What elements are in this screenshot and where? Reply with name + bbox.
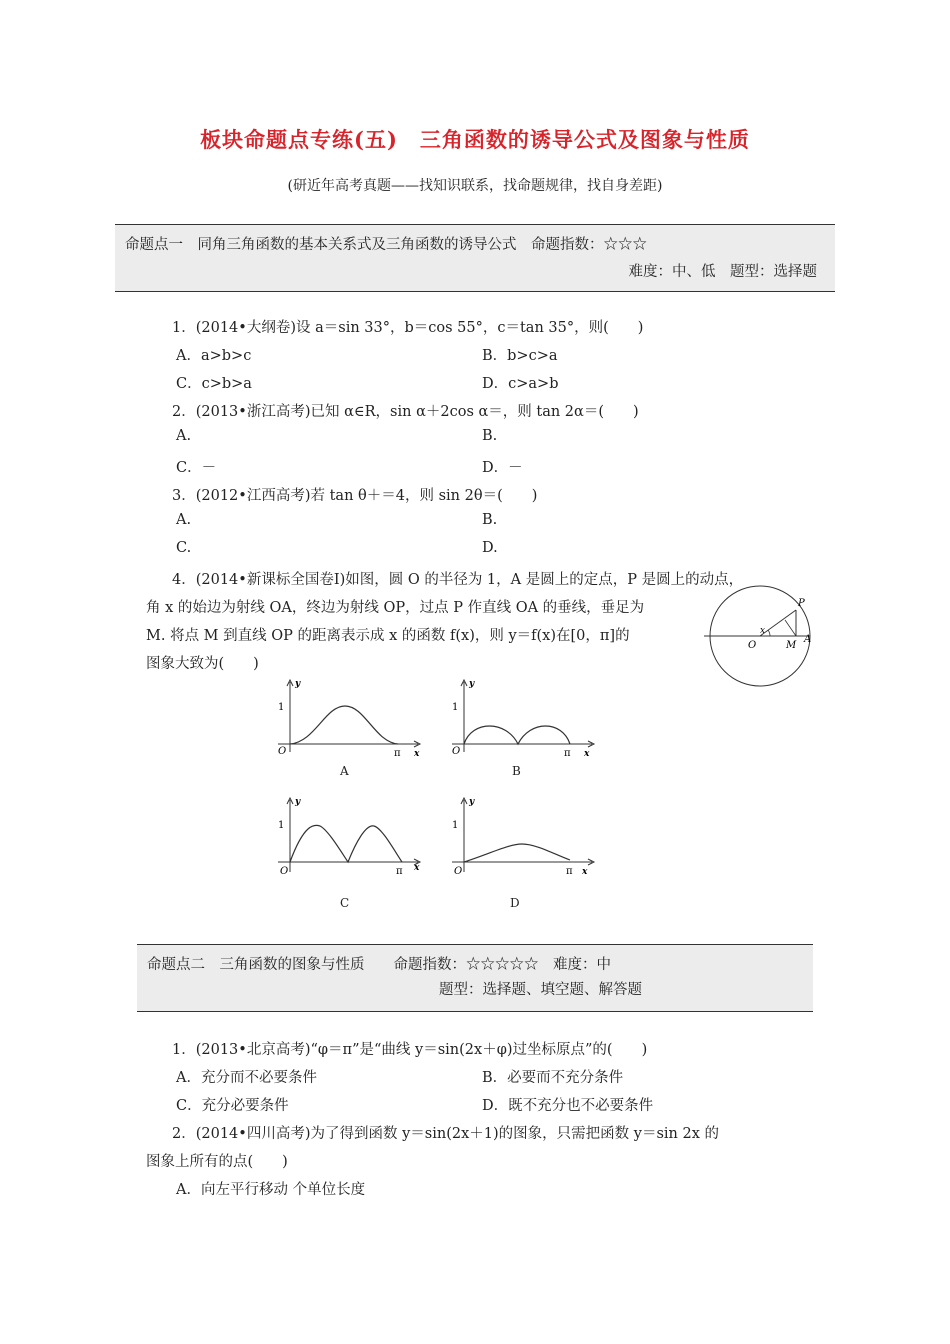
curve-b (464, 726, 570, 744)
label-o: O (748, 640, 757, 651)
p2q1-option-c: C．充分必要条件 (176, 1098, 289, 1114)
p2q1-option-a: A．充分而不必要条件 (176, 1070, 317, 1086)
axis-label-y: y (295, 679, 301, 689)
graph-b (444, 676, 604, 756)
axis-label-y: y (295, 797, 301, 807)
section-2-line2: 题型：选择题、填空题、解答题 (439, 982, 642, 998)
curve-c (290, 825, 402, 862)
q2-option-b: B. (482, 428, 498, 444)
page-title: 板块命题点专练(五) 三角函数的诱导公式及图象与性质 (200, 127, 750, 152)
curve-a (290, 706, 398, 744)
q3-option-d: D. (482, 540, 498, 556)
axis-label-x: x (414, 863, 420, 873)
origin-label: O (452, 746, 461, 756)
tick-label-1: 1 (452, 702, 459, 713)
curve-d (464, 844, 570, 862)
p2q2-option-a: A．向左平行移动 个单位长度 (176, 1182, 366, 1198)
p2q2-line2: 图象上所有的点( ) (146, 1154, 288, 1170)
q3-option-b: B. (482, 512, 498, 528)
page-subtitle: (研近年高考真题——找知识联系，找命题规律，找自身差距) (287, 178, 663, 194)
section-2-header (137, 944, 813, 1012)
section-1-header (115, 224, 835, 292)
tick-label-pi: π (564, 748, 571, 756)
axis-label-y: y (469, 679, 475, 689)
origin-label: O (454, 866, 463, 876)
tick-label-1: 1 (278, 820, 285, 831)
axis-label-y: y (469, 797, 475, 807)
q3-stem: 3．(2012•江西高考)若 tan θ＋＝4，则 sin 2θ＝( ) (172, 488, 538, 504)
p2q1-stem: 1．(2013•北京高考)“φ＝π”是“曲线 y＝sin(2x＋φ)过坐标原点”的( ) (172, 1042, 648, 1058)
tick-label-1: 1 (278, 702, 285, 713)
graph-c-caption: C (340, 896, 350, 910)
p2q1-option-b: B．必要而不充分条件 (482, 1070, 624, 1086)
tick-label-1: 1 (452, 820, 459, 831)
graph-a (270, 676, 430, 756)
label-p: P (798, 598, 805, 609)
ray-op (760, 610, 796, 636)
axis-label-x: x (414, 749, 420, 756)
graph-d (444, 794, 604, 876)
q1-option-a: A．a>b>c (176, 348, 252, 364)
q4-line2: 角 x 的始边为射线 OA，终边为射线 OP，过点 P 作直线 OA 的垂线，垂足为 (146, 600, 645, 616)
q1-option-d: D．c>a>b (482, 376, 559, 392)
q2-stem: 2．(2013•浙江高考)已知 α∈R，sin α＋2cos α＝，则 tan 2α＝( ) (172, 404, 639, 420)
axis-label-x: x (584, 749, 590, 756)
graph-d-caption: D (510, 896, 520, 910)
circle-figure (700, 584, 820, 694)
origin-label: O (280, 866, 289, 876)
angle-arc (768, 630, 770, 636)
q3-option-c: C. (176, 540, 192, 556)
p2q1-option-d: D．既不充分也不必要条件 (482, 1098, 654, 1114)
q2-option-c: C．－ (176, 460, 217, 476)
section-2-line1: 命题点二 三角函数的图象与性质 命题指数：☆☆☆☆☆ 难度：中 (147, 957, 611, 973)
label-a: A (804, 634, 812, 645)
graph-c (270, 794, 430, 876)
q4-line4: 图象大致为( ) (146, 656, 259, 672)
origin-label: O (278, 746, 287, 756)
q3-option-a: A. (176, 512, 192, 528)
q1-option-b: B．b>c>a (482, 348, 558, 364)
q4-line3: M. 将点 M 到直线 OP 的距离表示成 x 的函数 f(x)，则 y＝f(x)在[0，π]的 (146, 628, 630, 644)
tick-label-pi: π (566, 866, 573, 876)
tick-label-pi: π (396, 866, 403, 876)
q4-line1: 4．(2014•新课标全国卷Ⅰ)如图，圆 O 的半径为 1，A 是圆上的定点，P 是圆上的动点， (172, 572, 744, 588)
label-x: x (760, 626, 766, 636)
section-1-line1: 命题点一 同角三角函数的基本关系式及三角函数的诱导公式 命题指数：☆☆☆ (125, 237, 647, 253)
graph-a-caption: A (340, 764, 349, 778)
q2-option-d: D．－ (482, 460, 523, 476)
q1-option-c: C．c>b>a (176, 376, 252, 392)
q2-option-a: A. (176, 428, 192, 444)
label-m: M (786, 640, 797, 651)
p2q2-line1: 2．(2014•四川高考)为了得到函数 y＝sin(2x＋1)的图象，只需把函数 y＝sin 2x 的 (172, 1126, 719, 1142)
graph-b-caption: B (512, 764, 521, 778)
distance-segment (785, 620, 796, 636)
axis-label-x: x (582, 867, 588, 876)
q1-stem: 1．(2014•大纲卷)设 a＝sin 33°，b＝cos 55°，c＝tan 35°，则( ) (172, 320, 644, 336)
section-1-line2: 难度：中、低 题型：选择题 (628, 264, 817, 280)
tick-label-pi: π (394, 748, 401, 756)
